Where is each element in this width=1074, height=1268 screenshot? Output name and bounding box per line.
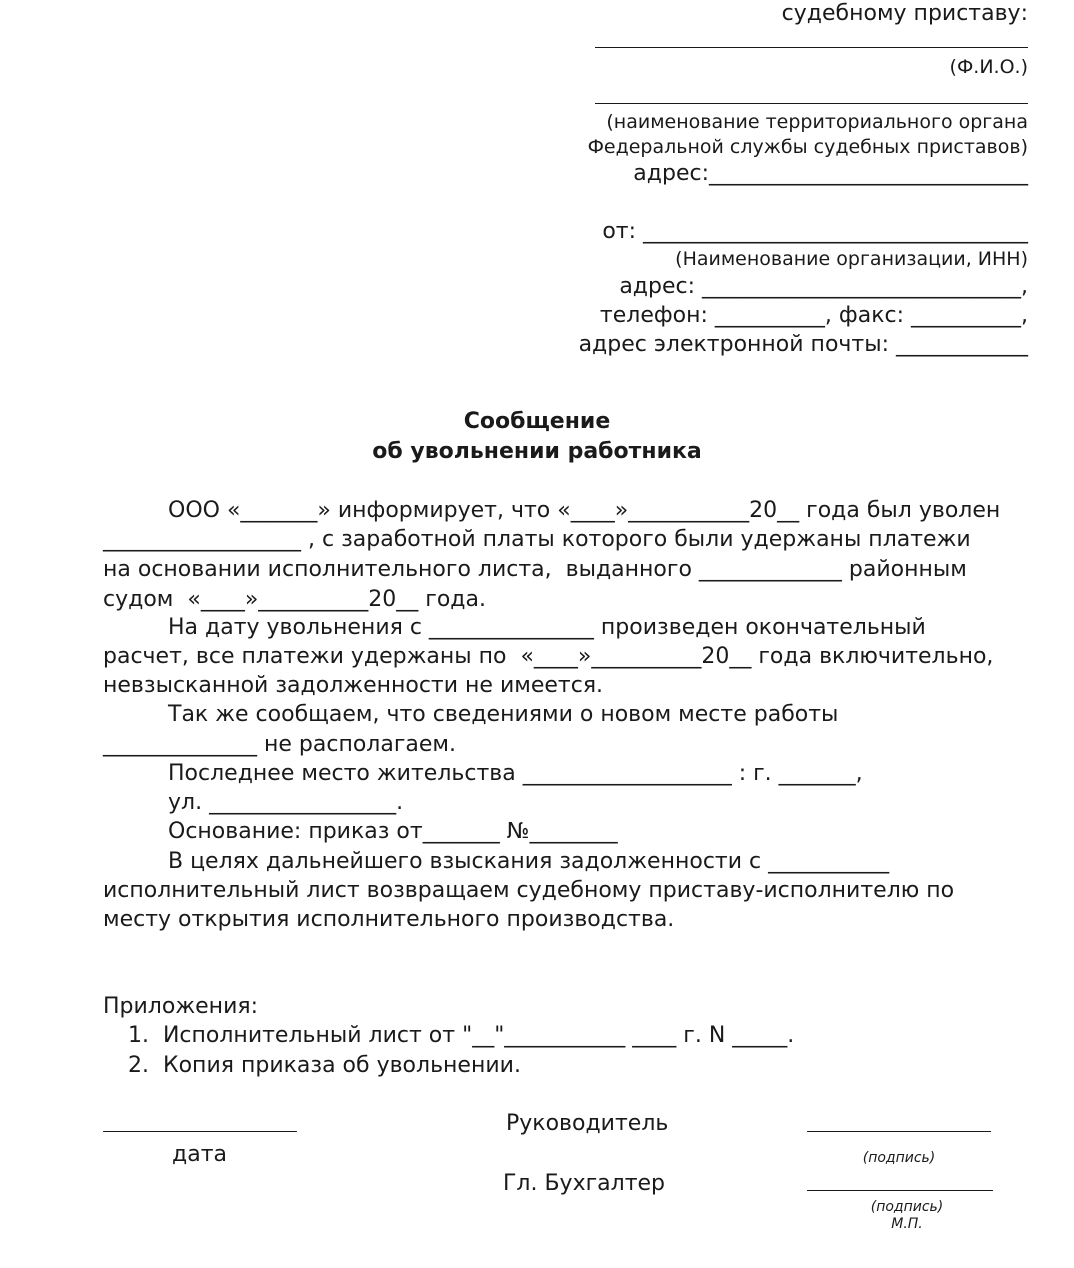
para4-line1: Последнее место жительства ___________________ : г. _______, <box>168 761 863 786</box>
para1-line4: судом «____»__________20__ года. <box>103 587 486 612</box>
para6-line3: месту открытия исполнительного производства. <box>103 907 675 932</box>
accountant-signature-label: (подпись) <box>870 1199 944 1215</box>
sender-address: адрес: _____________________________, <box>619 274 1028 299</box>
para3-line1: Так же сообщаем, что сведениями о новом месте работы <box>168 702 839 727</box>
date-blank[interactable] <box>103 1131 297 1132</box>
para3-line2: ______________ не располагаем. <box>103 732 456 757</box>
head-label: Руководитель <box>506 1111 669 1136</box>
para6-line2: исполнительный лист возвращаем судебному приставу-исполнителю по <box>103 878 955 903</box>
para4-line2: ул. _________________. <box>168 790 404 815</box>
attachment-item-1: 1. Исполнительный лист от "__"___________ ____ г. N _____. <box>128 1023 795 1048</box>
fio-label: (Ф.И.О.) <box>949 56 1028 78</box>
org-label-line2: Федеральной службы судебных приставов) <box>587 136 1028 158</box>
para1-line3: на основании исполнительного листа, выданного _____________ районным <box>103 557 967 582</box>
para5-line1: Основание: приказ от_______ №________ <box>168 819 618 844</box>
document-title: Сообщение <box>463 409 611 434</box>
recipient-line: судебному приставу: <box>781 1 1028 26</box>
stamp-label: М.П. <box>891 1216 923 1232</box>
document-subtitle: об увольнении работника <box>372 439 702 464</box>
para2-line2: расчет, все платежи удержаны по «____»__________20__ года включительно, <box>103 644 994 669</box>
head-signature-label: (подпись) <box>862 1150 936 1166</box>
sender-phone-fax: телефон: __________, факс: __________, <box>599 303 1028 328</box>
head-signature-blank[interactable] <box>807 1131 991 1132</box>
accountant-label: Гл. Бухгалтер <box>503 1171 666 1196</box>
org-name-blank[interactable] <box>595 103 1028 104</box>
para2-line1: На дату увольнения с _______________ произведен окончательный <box>168 615 926 640</box>
recipient-name-blank[interactable] <box>595 47 1028 48</box>
date-label: дата <box>172 1142 227 1167</box>
para1-line2: __________________ , с заработной платы которого были удержаны платежи <box>103 527 971 552</box>
attachment-item-2: 2. Копия приказа об увольнении. <box>128 1053 521 1078</box>
attachments-heading: Приложения: <box>103 994 259 1019</box>
para6-line1: В целях дальнейшего взыскания задолженности с ___________ <box>168 849 890 874</box>
sender-label: (Наименование организации, ИНН) <box>675 248 1028 270</box>
org-label-line1: (наименование территориального органа <box>606 111 1028 133</box>
sender-email: адрес электронной почты: ____________ <box>578 332 1028 357</box>
accountant-signature-blank[interactable] <box>807 1190 993 1191</box>
para2-line3: невзысканной задолженности не имеется. <box>103 673 604 698</box>
recipient-address: адрес:_____________________________ <box>633 161 1028 186</box>
sender-line: от: ___________________________________ <box>602 219 1028 244</box>
para1-line1: ООО «_______» информирует, что «____»___________20__ года был уволен <box>168 498 1001 523</box>
